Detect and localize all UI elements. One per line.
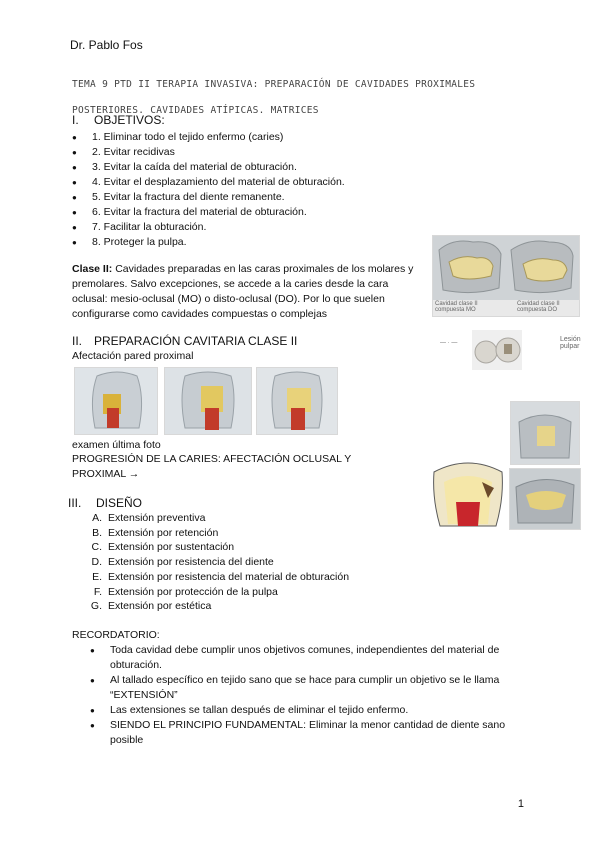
list-item: ● 3. Evitar la caída del material de obturación. [72,160,412,175]
list-item [84,540,349,555]
tooth-photo-upper [510,401,580,465]
class2-label: Clase II: [72,263,113,275]
list-text: Extensión por retención [108,526,219,539]
list-letter: E. [92,570,102,583]
tooth-cross-section-3 [257,368,337,434]
list-item: ● 5. Evitar la fractura del diente remanente. [72,190,412,205]
list-letter: D. [91,556,102,569]
list-item [84,599,349,614]
tooth-cross-section-1 [75,368,157,434]
class2-text: Cavidades preparadas en las caras proximales de los molares y premolares. Salvo excepciones, se accede a la caries desde la cara oclusal: mesio-oclusal (MO) o disto-oclusal (DO). Por lo que suelen configurarse como cavidades compuestas o complejas [72,263,414,320]
subheading-afectacion: Afectación pared proximal [72,350,194,362]
reminder-list [90,643,530,748]
list-item: ● Toda cavidad debe cumplir unos objetivos comunes, independientes del material de obturación. [90,643,530,673]
image-caption-mo: Cavidad clase II compuesta MO [435,301,478,313]
list-item: ● 1. Eliminar todo el tejido enfermo (caries) [72,130,412,145]
list-text: Extensión por sustentación [108,541,235,554]
list-item: ● 7. Facilitar la obturación. [72,220,412,235]
list-text: Extensión por resistencia del diente [108,556,274,569]
page-number: 1 [517,798,524,810]
list-item: ● 6. Evitar la fractura del material de obturación. [72,205,412,220]
list-letter: A. [92,512,102,524]
list-text: Extensión por estética [108,600,212,613]
image-caption-do: Cavidad clase II compuesta DO [517,301,560,313]
list-text: Extensión por resistencia del material de obturación [108,570,350,583]
list-letter: B. [92,526,102,539]
list-letter: C. [91,541,102,554]
caries-progression: PROGRESIÓN DE LA CARIES: AFECTACIÓN OCLUSAL Y PROXIMAL → [72,453,352,480]
tooth-progression-drawing [430,458,506,528]
section-title: OBJETIVOS: [94,113,165,127]
reminder-heading: RECORDATORIO: [72,629,160,641]
list-item [84,511,349,526]
section-number: I. [72,113,79,127]
list-item [84,585,349,600]
small-caption-left: — · — [440,340,458,346]
list-letter: F. [93,585,102,598]
list-item: ● 2. Evitar recidivas [72,145,412,160]
class2-paragraph [72,262,417,322]
section-objetivos-heading [72,113,165,127]
list-letter: G. [90,600,102,613]
tooth-diagram-3 [256,367,338,435]
list-item: ● 4. Evitar el desplazamiento del material de obturación. [72,175,412,190]
objectives-list [72,130,412,250]
list-item [84,526,349,541]
tooth-3d-lower [510,469,580,529]
list-item: ● Al tallado específico en tejido sano que se hace para cumplir un objetivo se le llama “EXTENSIÓN” [90,673,530,703]
list-item [84,570,349,585]
tooth-cross-section-2 [165,368,251,434]
small-tooth-photo [472,330,522,370]
document-title: TEMA 9 PTD II TERAPIA INVASIVA: PREPARACIÓN DE CAVIDADES PROXIMALES POSTERIORES. CAVIDADES ATÍPICAS. MATRICES [72,79,476,116]
section-diseno-heading [68,496,142,510]
list-text: Extensión preventiva [108,512,206,524]
list-item: ● Las extensiones se tallan después de eliminar el tejido enfermo. [90,703,530,718]
tooth-photo-lower [509,468,581,530]
list-item: ● SIENDO EL PRINCIPIO FUNDAMENTAL: Eliminar la menor cantidad de diente sano posible [90,718,530,748]
section-number: II. [72,334,83,348]
class2-cavities-photo [432,235,580,317]
section-preparacion-heading [72,334,297,348]
tooth-illustration [472,330,522,370]
list-text: Extensión por protección de la pulpa [108,585,278,598]
exam-note: examen última foto [72,439,161,451]
tooth-diagram-2 [164,367,252,435]
tooth-diagram-1 [74,367,158,435]
section-number: III. [68,496,82,510]
author-name: Dr. Pablo Fos [70,38,143,52]
section-title: PREPARACIÓN CAVITARIA CLASE II [94,334,298,348]
list-item: ● 8. Proteger la pulpa. [72,235,412,250]
tooth-3d-upper [511,402,579,464]
section-title: DISEÑO [96,496,143,510]
teeth-illustration [433,236,579,300]
list-item [84,555,349,570]
small-caption-pulp: Lesión pulpar [560,336,581,350]
tooth-lesion-illustration [430,458,506,528]
diseno-list [84,511,349,614]
